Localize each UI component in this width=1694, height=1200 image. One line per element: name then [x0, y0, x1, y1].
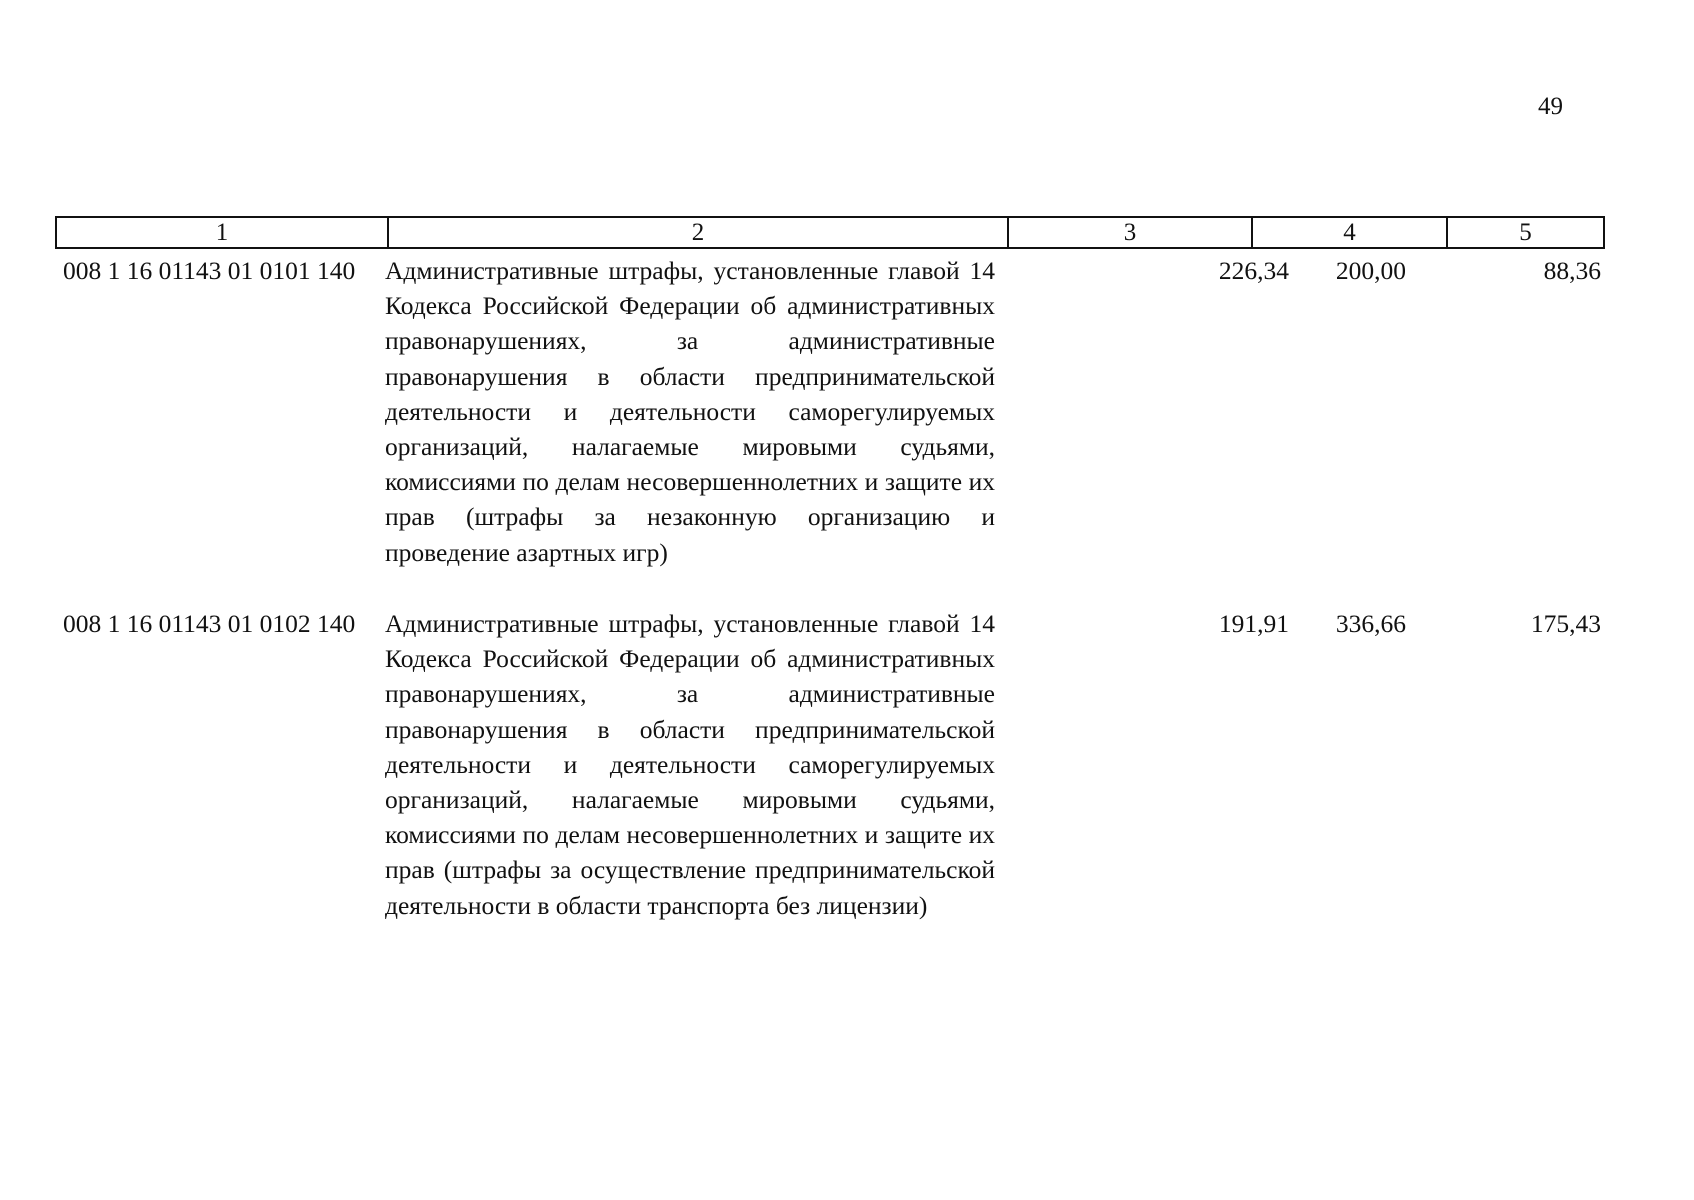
row-value-col4: 200,00	[1335, 256, 1406, 285]
row-value-col3: 191,91	[1218, 609, 1289, 638]
header-col-4: 4	[1251, 218, 1446, 247]
row-value-col5: 175,43	[1530, 609, 1601, 638]
row-value-col4: 336,66	[1335, 609, 1406, 638]
header-col-3: 3	[1007, 218, 1251, 247]
row-description: Административные штрафы, установленные главой 14 Кодекса Российской Федерации об административных правонарушениях, за административные правонарушения в области предпринимательской деятельности и деятельности саморегулируемых организаций, налагаемые мировыми судьями, комиссиями по делам несовершеннолетних и защите их прав (штрафы за осуществление предпринимательской деятельности в области транспорта без лицензии)	[385, 609, 995, 920]
header-col-5: 5	[1446, 218, 1603, 247]
row-code: 008 1 16 01143 01 0101 140	[63, 256, 356, 285]
row-code: 008 1 16 01143 01 0102 140	[63, 609, 356, 638]
table-header-row	[55, 216, 1605, 249]
header-col-1: 1	[215, 219, 229, 246]
row-value-col3: 226,34	[1218, 256, 1289, 285]
row-description: Административные штрафы, установленные главой 14 Кодекса Российской Федерации об административных правонарушениях, за административные правонарушения в области предпринимательской деятельности и деятельности саморегулируемых организаций, налагаемые мировыми судьями, комиссиями по делам несовершеннолетних и защите их прав (штрафы за незаконную организацию и проведение азартных игр)	[385, 256, 995, 567]
row-value-col5: 88,36	[1543, 256, 1601, 285]
header-col-2: 2	[387, 218, 1007, 247]
page-number: 49	[1538, 93, 1563, 120]
